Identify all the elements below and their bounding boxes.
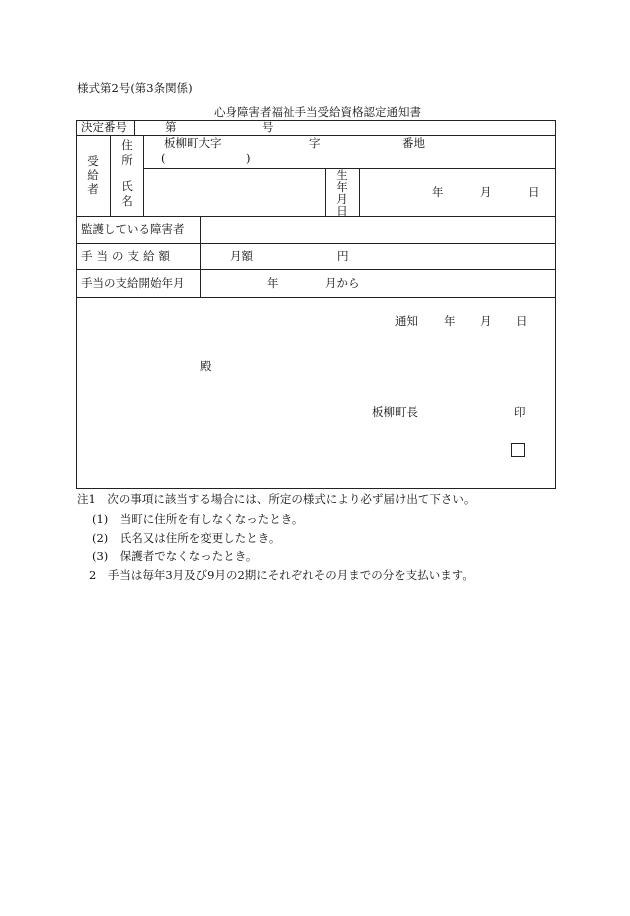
address-label: 住所 [121,138,133,167]
allowance-amount-label: 手当の支給額 [81,249,174,263]
note-item: (1) 当町に住所を有しなくなったとき。 [92,512,304,526]
row-divider [143,168,556,169]
col-divider [200,216,201,298]
col-divider [325,168,326,217]
birth-year: 年 [432,185,444,199]
mayor-title: 板柳町長 [372,405,418,419]
address-banchi: 番地 [402,136,425,150]
payment-start-label: 手当の支給開始年月 [81,276,185,290]
notice-label: 通知 [395,314,418,328]
address-paren-open: ( [161,151,166,165]
row-divider [76,216,556,217]
birth-day: 日 [528,185,540,199]
address-town: 板柳町大字 [164,136,222,150]
decision-number-label: 決定番号 [81,120,127,134]
form-number-label: 様式第2号(第3条関係) [77,81,193,95]
col-divider [359,168,360,217]
note-item: (2) 氏名又は住所を変更したとき。 [92,531,281,545]
addressee-dono: 殿 [200,359,212,373]
address-aza: 字 [309,136,321,150]
birth-month: 月 [480,185,492,199]
row-divider [76,297,556,298]
document-title: 心身障害者福祉手当受給資格認定通知書 [214,105,421,119]
notice-year: 年 [444,314,456,328]
birth-date-label: 生年月日 [336,168,348,218]
yen-label: 円 [337,249,349,263]
note-heading: 注1 次の事項に該当する場合には、所定の様式により必ず届け出て下さい。 [77,492,476,506]
col-divider [134,120,135,136]
notice-month: 月 [480,314,492,328]
notice-day: 日 [516,314,528,328]
supervised-person-label: 監護している障害者 [81,222,185,236]
monthly-amount-label: 月額 [230,249,253,263]
seal-box [511,443,525,457]
name-label: 氏名 [121,179,133,208]
address-paren-close: ) [246,151,251,165]
note-item: (3) 保護者でなくなったとき。 [92,549,258,563]
start-month-from: 月から [325,276,360,290]
decision-number-dai: 第 [165,120,177,134]
col-divider [143,135,144,217]
seal-mark: 印 [514,405,526,419]
note-2: 2 手当は毎年3月及び9月の2期にそれぞれその月までの分を支払います。 [89,568,474,582]
row-divider [76,269,556,270]
start-year: 年 [267,276,279,290]
row-divider [76,243,556,244]
recipient-label: 受給者 [87,154,99,196]
col-divider [110,135,111,217]
decision-number-go: 号 [262,120,274,134]
certificate-form [76,120,556,489]
